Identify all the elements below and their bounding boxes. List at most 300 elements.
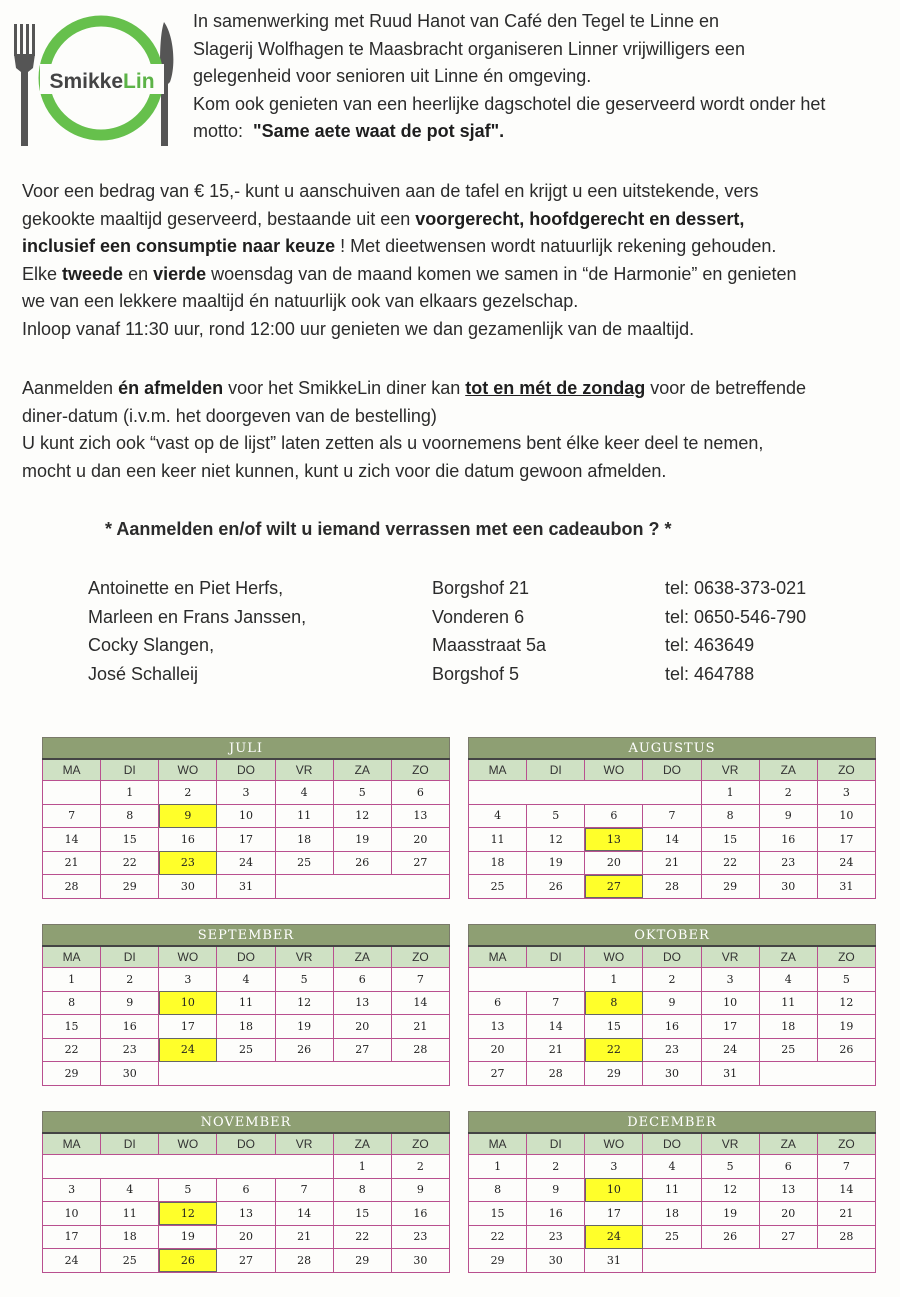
contact-address: Borgshof 21 <box>432 578 530 598</box>
contact-name: José Schalleij <box>88 663 199 684</box>
day-cell: 24 <box>217 851 275 875</box>
text-line: U kunt zich ook “vast op de lijst” laten zetten als u voornemens bent élke keer deel te nemen, <box>22 433 764 453</box>
month-title: DECEMBER <box>469 1112 876 1134</box>
day-cell: 15 <box>701 828 759 852</box>
day-cell: 19 <box>527 851 585 875</box>
weekday-header: WO <box>585 946 643 968</box>
contact-phones <box>665 574 806 688</box>
day-cell: 7 <box>43 804 101 828</box>
day-cell: 3 <box>701 968 759 992</box>
empty-cell <box>333 875 391 899</box>
day-cell: 29 <box>701 875 759 899</box>
day-cell: 26 <box>527 875 585 899</box>
day-cell: 21 <box>43 851 101 875</box>
day-cell: 24 <box>43 1249 101 1273</box>
text-line: gekookte maaltijd geserveerd, bestaande uit een voorgerecht, hoofdgerecht en dessert, <box>22 208 745 229</box>
highlighted-day: 27 <box>585 875 643 899</box>
text-line: Elke tweede en vierde woensdag van de maand komen we samen in “de Harmonie” en genieten <box>22 263 797 284</box>
day-cell: 9 <box>527 1178 585 1202</box>
empty-cell <box>333 1062 391 1086</box>
day-cell: 22 <box>43 1038 101 1062</box>
contact-address: Maasstraat 5a <box>432 635 547 655</box>
day-cell: 18 <box>759 1015 817 1039</box>
day-cell: 25 <box>275 851 333 875</box>
empty-cell <box>469 781 527 805</box>
day-cell: 31 <box>217 875 275 899</box>
day-cell: 1 <box>585 968 643 992</box>
day-cell: 4 <box>643 1155 701 1179</box>
highlighted-day: 26 <box>159 1249 217 1273</box>
text-line: mocht u dan een keer niet kunnen, kunt u zich voor die datum gewoon afmelden. <box>22 460 667 481</box>
weekday-header: MA <box>469 1133 527 1155</box>
day-cell: 22 <box>101 851 159 875</box>
day-cell: 3 <box>159 968 217 992</box>
day-cell: 13 <box>217 1202 275 1226</box>
weekday-header: ZO <box>817 946 875 968</box>
day-cell: 7 <box>643 804 701 828</box>
contact-phone: tel: 0638-373-021 <box>665 578 807 598</box>
text-line: Voor een bedrag van € 15,- kunt u aanschuiven aan de tafel en krijgt u een uitstekende, vers <box>22 181 759 201</box>
day-cell: 14 <box>817 1178 875 1202</box>
day-cell: 16 <box>101 1015 159 1039</box>
day-cell: 16 <box>643 1015 701 1039</box>
day-cell: 28 <box>391 1038 449 1062</box>
text-line: we van een lekkere maaltijd én natuurlijk ook van elkaars gezelschap. <box>22 291 579 311</box>
day-cell: 15 <box>469 1202 527 1226</box>
weekday-header: ZO <box>391 759 449 781</box>
day-cell: 8 <box>701 804 759 828</box>
day-cell: 13 <box>759 1178 817 1202</box>
day-cell: 7 <box>391 968 449 992</box>
day-cell: 25 <box>469 875 527 899</box>
weekday-header: DO <box>217 1133 275 1155</box>
empty-cell <box>759 1062 817 1086</box>
day-cell: 20 <box>469 1038 527 1062</box>
day-cell: 31 <box>701 1062 759 1086</box>
day-cell: 10 <box>43 1202 101 1226</box>
calendar-september <box>42 924 450 1086</box>
day-cell: 5 <box>333 781 391 805</box>
weekday-header: WO <box>159 1133 217 1155</box>
day-cell: 5 <box>817 968 875 992</box>
day-cell: 27 <box>333 1038 391 1062</box>
calendar-november <box>42 1111 450 1273</box>
weekday-header: MA <box>43 759 101 781</box>
day-cell: 17 <box>43 1225 101 1249</box>
weekday-header: MA <box>43 946 101 968</box>
contact-phone: tel: 463649 <box>665 635 755 655</box>
weekday-header: DI <box>101 946 159 968</box>
day-cell: 26 <box>817 1038 875 1062</box>
month-title: JULI <box>43 738 450 760</box>
day-cell: 12 <box>701 1178 759 1202</box>
day-cell: 20 <box>585 851 643 875</box>
month-title: OKTOBER <box>469 925 876 947</box>
day-cell: 3 <box>585 1155 643 1179</box>
highlighted-day: 24 <box>159 1038 217 1062</box>
day-cell: 12 <box>275 991 333 1015</box>
weekday-header: VR <box>275 946 333 968</box>
day-cell: 1 <box>701 781 759 805</box>
day-cell: 30 <box>759 875 817 899</box>
day-cell: 22 <box>469 1225 527 1249</box>
day-cell: 18 <box>217 1015 275 1039</box>
day-cell: 4 <box>469 804 527 828</box>
day-cell: 31 <box>585 1249 643 1273</box>
day-cell: 27 <box>391 851 449 875</box>
day-cell: 29 <box>101 875 159 899</box>
weekday-header: ZA <box>333 1133 391 1155</box>
calendar-augustus <box>468 737 876 899</box>
day-cell: 9 <box>643 991 701 1015</box>
day-cell: 30 <box>159 875 217 899</box>
day-cell: 6 <box>391 781 449 805</box>
day-cell: 21 <box>817 1202 875 1226</box>
day-cell: 17 <box>159 1015 217 1039</box>
empty-cell <box>391 1062 449 1086</box>
day-cell: 14 <box>391 991 449 1015</box>
day-cell: 17 <box>217 828 275 852</box>
contact-address: Vonderen 6 <box>432 606 525 627</box>
day-cell: 12 <box>527 828 585 852</box>
day-cell: 23 <box>527 1225 585 1249</box>
contact-addresses <box>432 574 546 688</box>
day-cell: 7 <box>527 991 585 1015</box>
intro-line: In samenwerking met Ruud Hanot van Café den Tegel te Linne en <box>193 11 719 31</box>
day-cell: 16 <box>527 1202 585 1226</box>
empty-cell <box>217 1155 275 1179</box>
day-cell: 14 <box>43 828 101 852</box>
contact-names <box>88 574 306 688</box>
day-cell: 19 <box>701 1202 759 1226</box>
day-cell: 12 <box>333 804 391 828</box>
day-cell: 16 <box>759 828 817 852</box>
empty-cell <box>527 781 585 805</box>
text-line: diner-datum (i.v.m. het doorgeven van de bestelling) <box>22 405 437 426</box>
day-cell: 27 <box>759 1225 817 1249</box>
highlighted-day: 24 <box>585 1225 643 1249</box>
empty-cell <box>643 781 701 805</box>
day-cell: 19 <box>275 1015 333 1039</box>
day-cell: 9 <box>759 804 817 828</box>
day-cell: 19 <box>817 1015 875 1039</box>
day-cell: 15 <box>585 1015 643 1039</box>
day-cell: 24 <box>701 1038 759 1062</box>
day-cell: 18 <box>101 1225 159 1249</box>
contact-name: Antoinette en Piet Herfs, <box>88 578 284 598</box>
empty-cell <box>159 1062 217 1086</box>
day-cell: 28 <box>275 1249 333 1273</box>
weekday-header: DO <box>217 946 275 968</box>
day-cell: 20 <box>391 828 449 852</box>
day-cell: 14 <box>527 1015 585 1039</box>
weekday-header: WO <box>585 1133 643 1155</box>
weekday-header: DI <box>527 1133 585 1155</box>
day-cell: 27 <box>469 1062 527 1086</box>
day-cell: 22 <box>333 1225 391 1249</box>
month-title: AUGUSTUS <box>469 738 876 760</box>
day-cell: 28 <box>817 1225 875 1249</box>
empty-cell <box>391 875 449 899</box>
day-cell: 20 <box>759 1202 817 1226</box>
highlighted-day: 12 <box>159 1202 217 1226</box>
day-cell: 8 <box>333 1178 391 1202</box>
day-cell: 1 <box>43 968 101 992</box>
day-cell: 19 <box>333 828 391 852</box>
weekday-header: ZO <box>817 759 875 781</box>
day-cell: 3 <box>217 781 275 805</box>
day-cell: 2 <box>643 968 701 992</box>
day-cell: 22 <box>701 851 759 875</box>
day-cell: 13 <box>333 991 391 1015</box>
highlighted-day: 23 <box>159 851 217 875</box>
day-cell: 14 <box>643 828 701 852</box>
day-cell: 1 <box>333 1155 391 1179</box>
weekday-header: DO <box>643 946 701 968</box>
day-cell: 20 <box>333 1015 391 1039</box>
weekday-header: ZO <box>391 946 449 968</box>
day-cell: 25 <box>101 1249 159 1273</box>
empty-cell <box>217 1062 275 1086</box>
day-cell: 5 <box>701 1155 759 1179</box>
day-cell: 6 <box>217 1178 275 1202</box>
registration-paragraph <box>22 375 892 485</box>
day-cell: 16 <box>159 828 217 852</box>
day-cell: 5 <box>159 1178 217 1202</box>
day-cell: 18 <box>643 1202 701 1226</box>
weekday-header: DO <box>643 759 701 781</box>
text-line: Inloop vanaf 11:30 uur, rond 12:00 uur genieten we dan gezamenlijk van de maaltijd. <box>22 318 695 339</box>
day-cell: 6 <box>759 1155 817 1179</box>
day-cell: 16 <box>391 1202 449 1226</box>
day-cell: 15 <box>101 828 159 852</box>
intro-line: gelegenheid voor senioren uit Linne én omgeving. <box>193 66 592 86</box>
day-cell: 23 <box>391 1225 449 1249</box>
day-cell: 14 <box>275 1202 333 1226</box>
contact-phone: tel: 0650-546-790 <box>665 606 807 627</box>
day-cell: 20 <box>217 1225 275 1249</box>
day-cell: 29 <box>585 1062 643 1086</box>
weekday-header: WO <box>585 759 643 781</box>
call-to-action: * Aanmelden en/of wilt u iemand verrassen met een cadeaubon ? * <box>105 519 672 539</box>
empty-cell <box>275 1155 333 1179</box>
empty-cell <box>43 781 101 805</box>
weekday-header: VR <box>701 759 759 781</box>
day-cell: 12 <box>817 991 875 1015</box>
weekday-header: MA <box>43 1133 101 1155</box>
price-paragraph <box>22 178 892 343</box>
empty-cell <box>643 1249 701 1273</box>
weekday-header: ZA <box>333 946 391 968</box>
weekday-header: ZA <box>333 759 391 781</box>
weekday-header: ZO <box>391 1133 449 1155</box>
weekday-header: MA <box>469 759 527 781</box>
empty-cell <box>701 1249 759 1273</box>
day-cell: 2 <box>159 781 217 805</box>
day-cell: 21 <box>527 1038 585 1062</box>
weekday-header: VR <box>275 759 333 781</box>
day-cell: 17 <box>701 1015 759 1039</box>
day-cell: 17 <box>817 828 875 852</box>
weekday-header: ZA <box>759 759 817 781</box>
calendar-oktober <box>468 924 876 1086</box>
day-cell: 3 <box>817 781 875 805</box>
day-cell: 21 <box>643 851 701 875</box>
empty-cell <box>817 1062 875 1086</box>
day-cell: 23 <box>759 851 817 875</box>
day-cell: 9 <box>101 991 159 1015</box>
day-cell: 21 <box>391 1015 449 1039</box>
empty-cell <box>159 1155 217 1179</box>
day-cell: 10 <box>217 804 275 828</box>
day-cell: 11 <box>469 828 527 852</box>
day-cell: 30 <box>391 1249 449 1273</box>
day-cell: 26 <box>701 1225 759 1249</box>
calendar-juli <box>42 737 450 899</box>
day-cell: 28 <box>527 1062 585 1086</box>
weekday-header: DI <box>101 759 159 781</box>
text-line: Aanmelden én afmelden voor het SmikkeLin diner kan tot en mét de zondag voor de betreffende <box>22 378 807 398</box>
calendar-december <box>468 1111 876 1273</box>
day-cell: 23 <box>643 1038 701 1062</box>
empty-cell <box>817 1249 875 1273</box>
empty-cell <box>275 1062 333 1086</box>
day-cell: 23 <box>101 1038 159 1062</box>
day-cell: 8 <box>469 1178 527 1202</box>
motto: "Same aete waat de pot sjaf". <box>253 121 505 141</box>
day-cell: 19 <box>159 1225 217 1249</box>
month-title: SEPTEMBER <box>43 925 450 947</box>
day-cell: 11 <box>643 1178 701 1202</box>
intro-motto-line: motto: "Same aete waat de pot sjaf". <box>193 121 505 141</box>
weekday-header: VR <box>701 1133 759 1155</box>
day-cell: 29 <box>469 1249 527 1273</box>
day-cell: 4 <box>217 968 275 992</box>
day-cell: 9 <box>391 1178 449 1202</box>
day-cell: 4 <box>101 1178 159 1202</box>
weekday-header: DO <box>643 1133 701 1155</box>
highlighted-day: 22 <box>585 1038 643 1062</box>
day-cell: 30 <box>101 1062 159 1086</box>
text-line: inclusief een consumptie naar keuze ! Met dieetwensen wordt natuurlijk rekening gehouden. <box>22 236 777 256</box>
day-cell: 25 <box>643 1225 701 1249</box>
intro-line: Slagerij Wolfhagen te Maasbracht organiseren Linner vrijwilligers een <box>193 38 745 59</box>
day-cell: 29 <box>43 1062 101 1086</box>
day-cell: 8 <box>43 991 101 1015</box>
weekday-header: DI <box>527 946 585 968</box>
weekday-header: ZO <box>817 1133 875 1155</box>
day-cell: 7 <box>275 1178 333 1202</box>
weekday-header: MA <box>469 946 527 968</box>
day-cell: 25 <box>759 1038 817 1062</box>
day-cell: 7 <box>817 1155 875 1179</box>
day-cell: 6 <box>585 804 643 828</box>
highlighted-day: 13 <box>585 828 643 852</box>
day-cell: 4 <box>275 781 333 805</box>
weekday-header: VR <box>275 1133 333 1155</box>
weekday-header: ZA <box>759 946 817 968</box>
contact-phone: tel: 464788 <box>665 663 755 684</box>
empty-cell <box>275 875 333 899</box>
weekday-header: DI <box>101 1133 159 1155</box>
highlighted-day: 8 <box>585 991 643 1015</box>
contact-name: Marleen en Frans Janssen, <box>88 606 307 627</box>
empty-cell <box>527 968 585 992</box>
weekday-header: WO <box>159 759 217 781</box>
day-cell: 6 <box>469 991 527 1015</box>
day-cell: 28 <box>643 875 701 899</box>
day-cell: 10 <box>817 804 875 828</box>
day-cell: 15 <box>43 1015 101 1039</box>
empty-cell <box>759 1249 817 1273</box>
empty-cell <box>469 968 527 992</box>
day-cell: 15 <box>333 1202 391 1226</box>
contact-name: Cocky Slangen, <box>88 635 215 655</box>
weekday-header: ZA <box>759 1133 817 1155</box>
day-cell: 26 <box>333 851 391 875</box>
day-cell: 13 <box>391 804 449 828</box>
day-cell: 1 <box>469 1155 527 1179</box>
day-cell: 27 <box>217 1249 275 1273</box>
highlighted-day: 10 <box>585 1178 643 1202</box>
weekday-header: DO <box>217 759 275 781</box>
day-cell: 13 <box>469 1015 527 1039</box>
day-cell: 31 <box>817 875 875 899</box>
fork-icon <box>14 24 35 146</box>
weekday-header: WO <box>159 946 217 968</box>
smikkelin-logo <box>6 6 186 156</box>
day-cell: 1 <box>101 781 159 805</box>
day-cell: 11 <box>759 991 817 1015</box>
day-cell: 29 <box>333 1249 391 1273</box>
day-cell: 11 <box>217 991 275 1015</box>
intro-line: Kom ook genieten van een heerlijke dagschotel die geserveerd wordt onder het <box>193 93 826 114</box>
weekday-header: VR <box>701 946 759 968</box>
day-cell: 30 <box>527 1249 585 1273</box>
logo-text: SmikkeLin <box>49 70 155 93</box>
day-cell: 11 <box>101 1202 159 1226</box>
weekday-header: DI <box>527 759 585 781</box>
day-cell: 18 <box>469 851 527 875</box>
day-cell: 30 <box>643 1062 701 1086</box>
day-cell: 4 <box>759 968 817 992</box>
intro-text <box>193 8 893 146</box>
day-cell: 2 <box>759 781 817 805</box>
day-cell: 2 <box>527 1155 585 1179</box>
day-cell: 5 <box>527 804 585 828</box>
day-cell: 10 <box>701 991 759 1015</box>
empty-cell <box>101 1155 159 1179</box>
highlighted-day: 10 <box>159 991 217 1015</box>
day-cell: 24 <box>817 851 875 875</box>
day-cell: 17 <box>585 1202 643 1226</box>
day-cell: 28 <box>43 875 101 899</box>
empty-cell <box>43 1155 101 1179</box>
empty-cell <box>585 781 643 805</box>
day-cell: 8 <box>101 804 159 828</box>
day-cell: 25 <box>217 1038 275 1062</box>
day-cell: 18 <box>275 828 333 852</box>
day-cell: 26 <box>275 1038 333 1062</box>
day-cell: 3 <box>43 1178 101 1202</box>
day-cell: 6 <box>333 968 391 992</box>
day-cell: 21 <box>275 1225 333 1249</box>
month-title: NOVEMBER <box>43 1112 450 1134</box>
highlighted-day: 9 <box>159 804 217 828</box>
day-cell: 2 <box>391 1155 449 1179</box>
day-cell: 2 <box>101 968 159 992</box>
day-cell: 11 <box>275 804 333 828</box>
